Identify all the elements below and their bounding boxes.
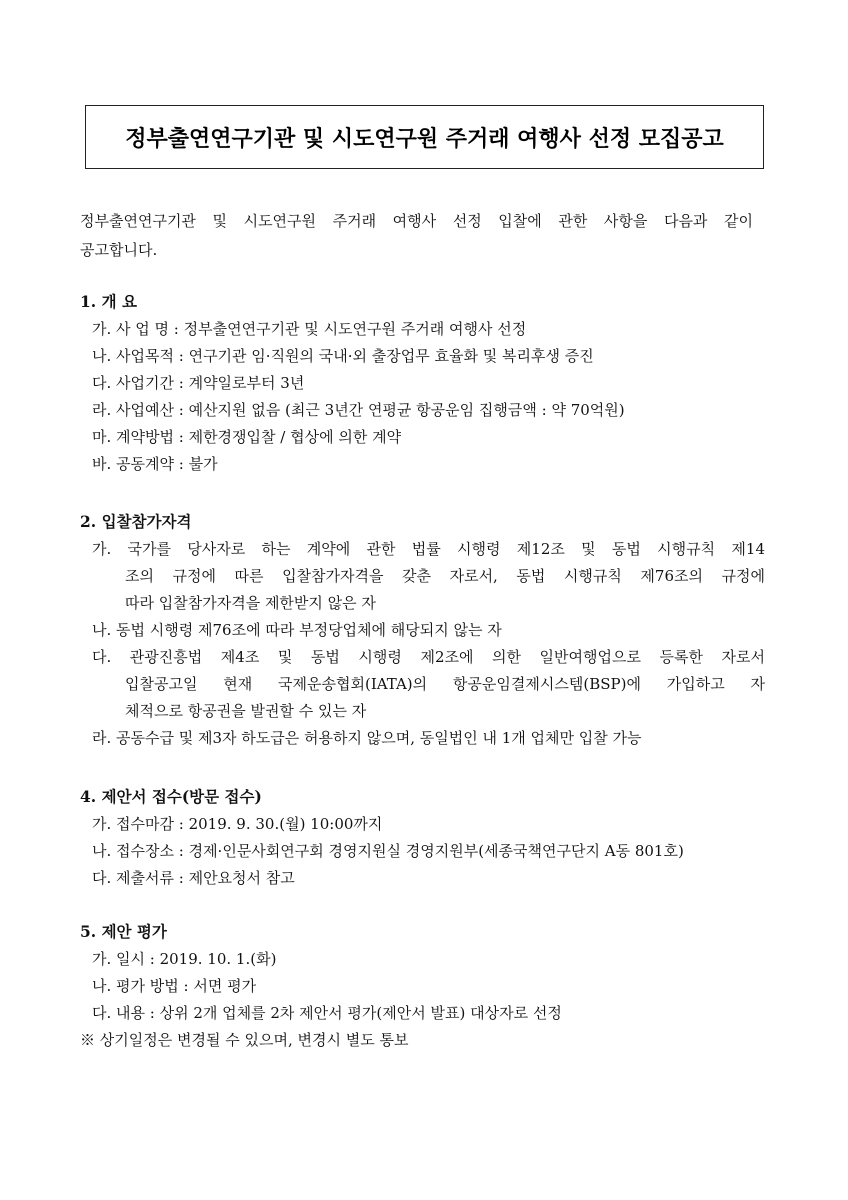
list-item: 마. 계약방법 : 제한경쟁입찰 / 협상에 의한 계약 [92,428,402,446]
intro-line-1: 정부출연연구기관 및 시도연구원 주거래 여행사 선정 입찰에 관한 사항을 다음과 같이 [80,212,753,230]
section-eligibility [80,508,780,752]
list-item: 가. 일시 : 2019. 10. 1.(화) [92,950,277,968]
list-item [80,536,780,617]
list-item: 나. 동법 시행령 제76조에 따라 부정당업체에 해당되지 않는 자 [92,621,502,639]
list-item: 다. 사업기간 : 계약일로부터 3년 [92,374,305,392]
list-item: 가. 접수마감 : 2019. 9. 30.(월) 10:00까지 [92,815,383,833]
list-item: 가. 사 업 명 : 정부출연연구기관 및 시도연구원 주거래 여행사 선정 [92,320,527,338]
section-heading: 1. 개 요 [80,292,137,311]
list-item: 라. 사업예산 : 예산지원 없음 (최근 3년간 연평균 항공운임 집행금액 : 약 70억원) [92,401,625,419]
section-submission [80,783,780,892]
section-heading: 4. 제안서 접수(방문 접수) [80,787,262,806]
section-evaluation [80,918,780,1054]
list-item: 나. 접수장소 : 경제·인문사회연구회 경영지원실 경영지원부(세종국책연구단지 A동 801호) [92,842,684,860]
list-item-line: 따라 입찰참가자격을 제한받지 않은 자 [125,594,376,612]
list-item: 다. 제출서류 : 제안요청서 참고 [92,869,295,887]
intro-paragraph [80,207,768,265]
list-item-line: 체적으로 항공권을 발권할 수 있는 자 [125,702,367,720]
list-item: 라. 공동수급 및 제3자 하도급은 허용하지 않으며, 동일법인 내 1개 업체만 입찰 가능 [92,729,642,747]
section-overview [80,288,780,478]
section-heading: 2. 입찰참가자격 [80,512,192,531]
list-item-line: 가. 국가를 당사자로 하는 계약에 관한 법률 시행령 제12조 및 동법 시행규칙 제14 [92,540,765,558]
section-heading: 5. 제안 평가 [80,922,167,941]
list-item: 나. 평가 방법 : 서면 평가 [92,977,257,995]
title-box [85,105,764,169]
document-title: 정부출연연구기관 및 시도연구원 주거래 여행사 선정 모집공고 [125,126,724,152]
intro-line-2: 공고합니다. [80,241,158,259]
list-item [80,644,780,725]
list-item-line: 조의 규정에 따른 입찰참가자격을 갖춘 자로서, 동법 시행규칙 제76조의 규정에 [125,567,765,585]
list-item: 다. 내용 : 상위 2개 업체를 2차 제안서 평가(제안서 발표) 대상자로 선정 [92,1004,562,1022]
list-item: 바. 공동계약 : 불가 [92,455,218,473]
list-item-line: 다. 관광진흥법 제4조 및 동법 시행령 제2조에 의한 일반여행업으로 등록한 자로서 [92,648,765,666]
list-item: 나. 사업목적 : 연구기관 임·직원의 국내·외 출장업무 효율화 및 복리후생 증진 [92,347,594,365]
list-item-line: 입찰공고일 현재 국제운송협회(IATA)의 항공운임결제시스템(BSP)에 가입하고 자 [125,675,765,693]
schedule-change-note: ※ 상기일정은 변경될 수 있으며, 변경시 별도 통보 [80,1031,409,1049]
